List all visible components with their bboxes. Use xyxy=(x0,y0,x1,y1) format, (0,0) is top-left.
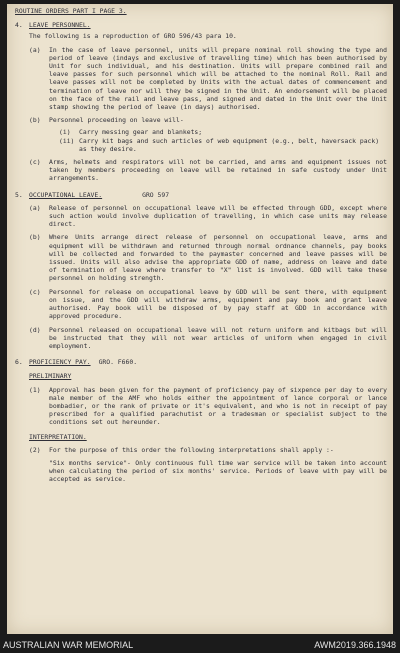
paragraph: (a) Release of personnel on occupational leave will be effected through GDD, except where such action would involve duplication of travelling, in which case units may release direct. xyxy=(29,203,387,229)
document-page xyxy=(7,4,393,634)
section-number: 4. xyxy=(15,21,23,30)
archive-footer xyxy=(0,637,400,653)
paragraph: (b) Personnel proceeding on leave will- xyxy=(29,116,184,125)
section-intro: The following is a reproduction of GRO 596/43 para 10. xyxy=(29,32,237,41)
section-heading xyxy=(15,191,387,199)
section-reference: GRO. F660. xyxy=(98,358,138,367)
paragraph: (c) Arms, helmets and respirators will not be carried, and arms and equipment issues not taken by members proceeding on leave will be retained in safe custody under Unit arrangements. xyxy=(29,158,387,183)
section-reference: GRO 597 xyxy=(142,190,170,199)
paragraph: (1) Approval has been given for the payment of proficiency pay of sixpence per day to every male member of the AMF who holds either the appointment of lance corporal or lance bombadier, or the rank of private or it's equivalent, and who is not in receipt of pay prescribed for a qualified parachutist or a tradesman or specialist subject to the conditions set out hereunder. xyxy=(29,385,387,427)
paragraph: (b) Where Units arrange direct release of personnel on occupational leave, arms and equipment will be withdrawn and returned through normal ordnance channels, pay books will be collected and forwarded to the paymaster concerned and leave passes will be issued. Units will also advise the appropriate GDD of name, address on leave and date of termination of leave where transfer to "X" list is involved. GDD will take these personnel on holding strength. xyxy=(29,233,387,283)
footer-institution: AUSTRALIAN WAR MEMORIAL xyxy=(3,640,134,650)
paragraph: (c) Personnel for release on occupational leave by GDD will be sent there, with equipment on issue, and the GDD will withdraw arms, equipment and pay book and grant leave authorised. Pay book will be disposed of by pay staff at GDD in accordance with approved procedure. xyxy=(29,287,387,321)
document-body xyxy=(15,7,387,484)
section-title: LEAVE PERSONNEL. xyxy=(29,21,91,30)
section-number: 5. xyxy=(15,190,23,199)
subitem-list xyxy=(59,128,387,153)
section-title: OCCUPATIONAL LEAVE. xyxy=(29,190,103,199)
section-number: 6. xyxy=(15,358,23,367)
section-heading xyxy=(15,21,387,29)
list-item: (ii) Carry kit bags and such articles of web equipment (e.g., belt, haversack pack) as they desire. xyxy=(59,136,380,153)
page-header: ROUTINE ORDERS PART I PAGE 3. xyxy=(15,7,127,15)
paragraph: (2) For the purpose of this order the following interpretations shall apply :- xyxy=(29,445,334,454)
section-title: PROFICIENCY PAY. xyxy=(29,358,91,367)
subheading: PRELIMINARY xyxy=(29,372,72,381)
footer-reference: AWM2019.366.1948 xyxy=(314,640,396,650)
section-heading xyxy=(15,358,387,366)
paragraph: (d) Personnel released on occupational leave will not return uniform and kitbags but will be instructed that they will not wear articles of uniform when engaged in civil employment. xyxy=(29,325,387,350)
paragraph: (a) In the case of leave personnel, units will prepare nominal roll showing the type and period of leave (indays and exclusive of travelling time) which has been authorised by Unit for such individual, and his destination. Units will prepare combined rail and leave passes for such personnel which will be attached to the nominal Roll. Rail and leave passes will not be completed by Units with the actual dates of commencement and termination of leave nor will they be signed in the Unit. An endorsement will be placed on the face of the rail and leave pass, and signed and dated in the Unit over the Unit stamp showing the period of leave (in days) authorised. xyxy=(29,45,387,112)
paragraph: "Six months service"- Only continuous full time war service will be taken into account when calculating the period of six months' service. Periods of leave with pay will be accepted as service. xyxy=(49,458,387,484)
subheading: INTERPRETATION. xyxy=(29,432,87,441)
list-item: (i) Carry messing gear and blankets; xyxy=(59,128,203,137)
